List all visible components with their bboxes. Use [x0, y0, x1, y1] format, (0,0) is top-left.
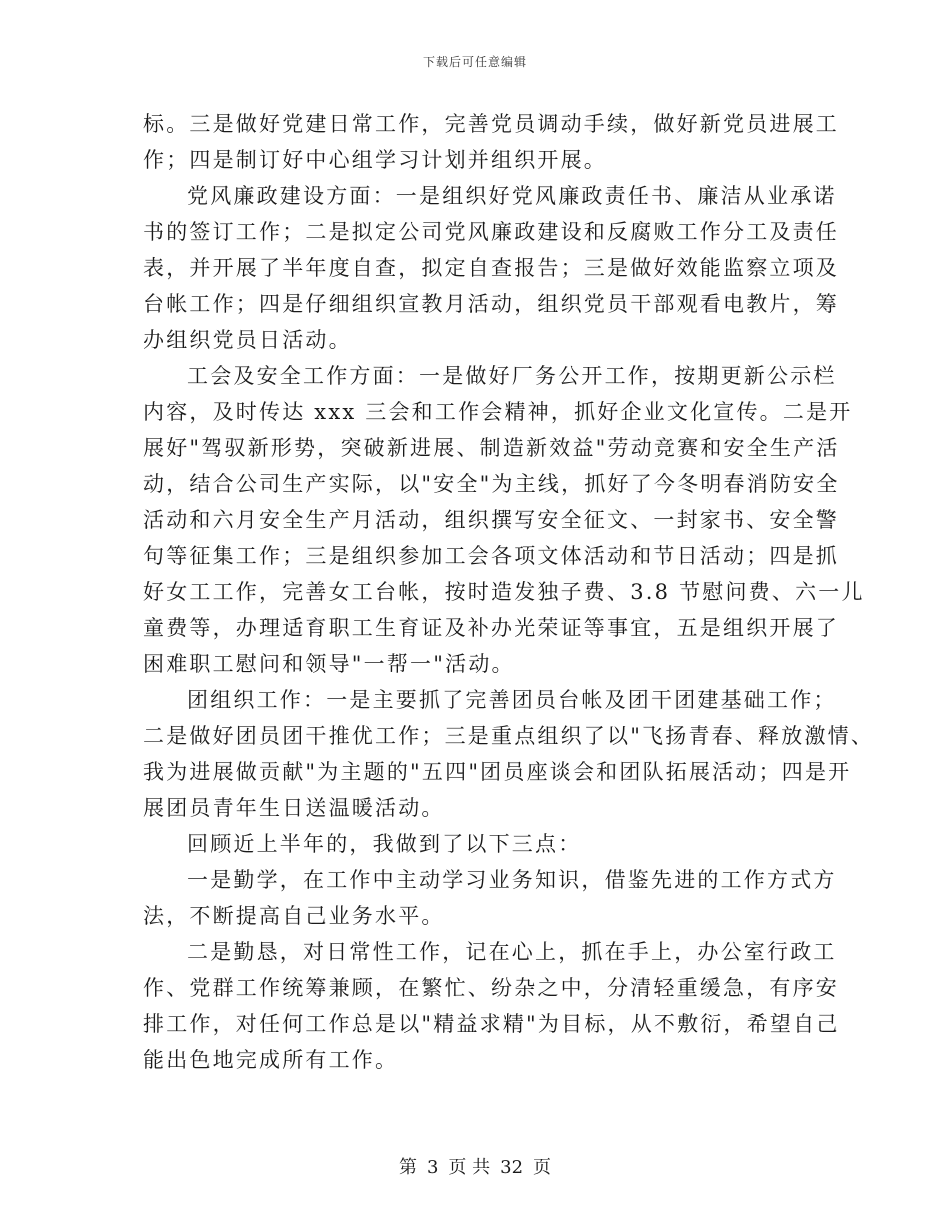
text-line: 表，并开展了半年度自查，拟定自查报告；三是做好效能监察立项及 — [143, 256, 839, 280]
text-line: 动，结合公司生产实际，以"安全"为主线，抓好了今冬明春消防安全 — [143, 472, 840, 496]
page-header: 下载后可任意编辑 — [422, 55, 527, 69]
text-line: 童费等，办理适育职工生育证及补办光荣证等事宜，五是组织开展了 — [143, 616, 839, 640]
text-line: 标。三是做好党建日常工作，完善党员调动手续，做好新党员进展工 — [143, 112, 839, 136]
text-line: 二是做好团员团干推优工作；三是重点组织了以"飞扬青春、释放激情、 — [143, 724, 875, 748]
text-line: 作；四是制订好中心组学习计划并组织开展。 — [143, 148, 607, 172]
current-page-number: 3 — [426, 1157, 439, 1178]
page-footer — [0, 1153, 950, 1179]
text-line: 好女工工作，完善女工台帐，按时造发独子费、3.8 节慰问费、六一儿 — [143, 580, 865, 604]
total-pages-number: 32 — [500, 1157, 524, 1178]
text-line: 能出色地完成所有工作。 — [143, 1048, 399, 1072]
text-line: 二是勤恳，对日常性工作，记在心上，抓在手上，办公室行政工 — [187, 940, 837, 964]
text-line: 我为进展做贡献"为主题的"五四"团员座谈会和团队拓展活动；四是开 — [143, 760, 852, 784]
text-line: 困难职工慰问和领导"一帮一"活动。 — [143, 652, 515, 676]
text-line: 党风廉政建设方面：一是组织好党风廉政责任书、廉洁从业承诺 — [187, 184, 837, 208]
text-line: 办组织党员日活动。 — [143, 328, 352, 352]
text-line: 内容，及时传达 xxx 三会和工作会精神，抓好企业文化宣传。二是开 — [143, 400, 853, 424]
text-line: 台帐工作；四是仔细组织宣教月活动，组织党员干部观看电教片，筹 — [143, 292, 839, 316]
text-line: 法，不断提高自己业务水平。 — [143, 904, 445, 928]
text-line: 排工作，对任何工作总是以"精益求精"为目标，从不敷衍，希望自己 — [143, 1012, 840, 1036]
text-line: 展好"驾驭新形势，突破新进展、制造新效益"劳动竞赛和安全生产活 — [143, 436, 840, 460]
footer-middle: 页 共 — [448, 1157, 491, 1178]
text-line: 回顾近上半年的，我做到了以下三点： — [187, 832, 582, 856]
text-line: 一是勤学，在工作中主动学习业务知识，借鉴先进的工作方式方 — [187, 868, 837, 892]
text-line: 活动和六月安全生产月活动，组织撰写安全征文、一封家书、安全警 — [143, 508, 839, 532]
text-line: 工会及安全工作方面：一是做好厂务公开工作，按期更新公示栏 — [187, 364, 837, 388]
footer-prefix: 第 — [398, 1157, 417, 1178]
text-line: 作、党群工作统筹兼顾，在繁忙、纷杂之中，分清轻重缓急，有序安 — [143, 976, 839, 1000]
document-body — [143, 106, 875, 1078]
text-line: 书的签订工作；二是拟定公司党风廉政建设和反腐败工作分工及责任 — [143, 220, 839, 244]
text-line: 句等征集工作；三是组织参加工会各项文体活动和节日活动；四是抓 — [143, 544, 839, 568]
text-line: 展团员青年生日送温暖活动。 — [143, 796, 445, 820]
footer-suffix: 页 — [533, 1157, 552, 1178]
text-line: 团组织工作：一是主要抓了完善团员台帐及团干团建基础工作； — [187, 688, 837, 712]
